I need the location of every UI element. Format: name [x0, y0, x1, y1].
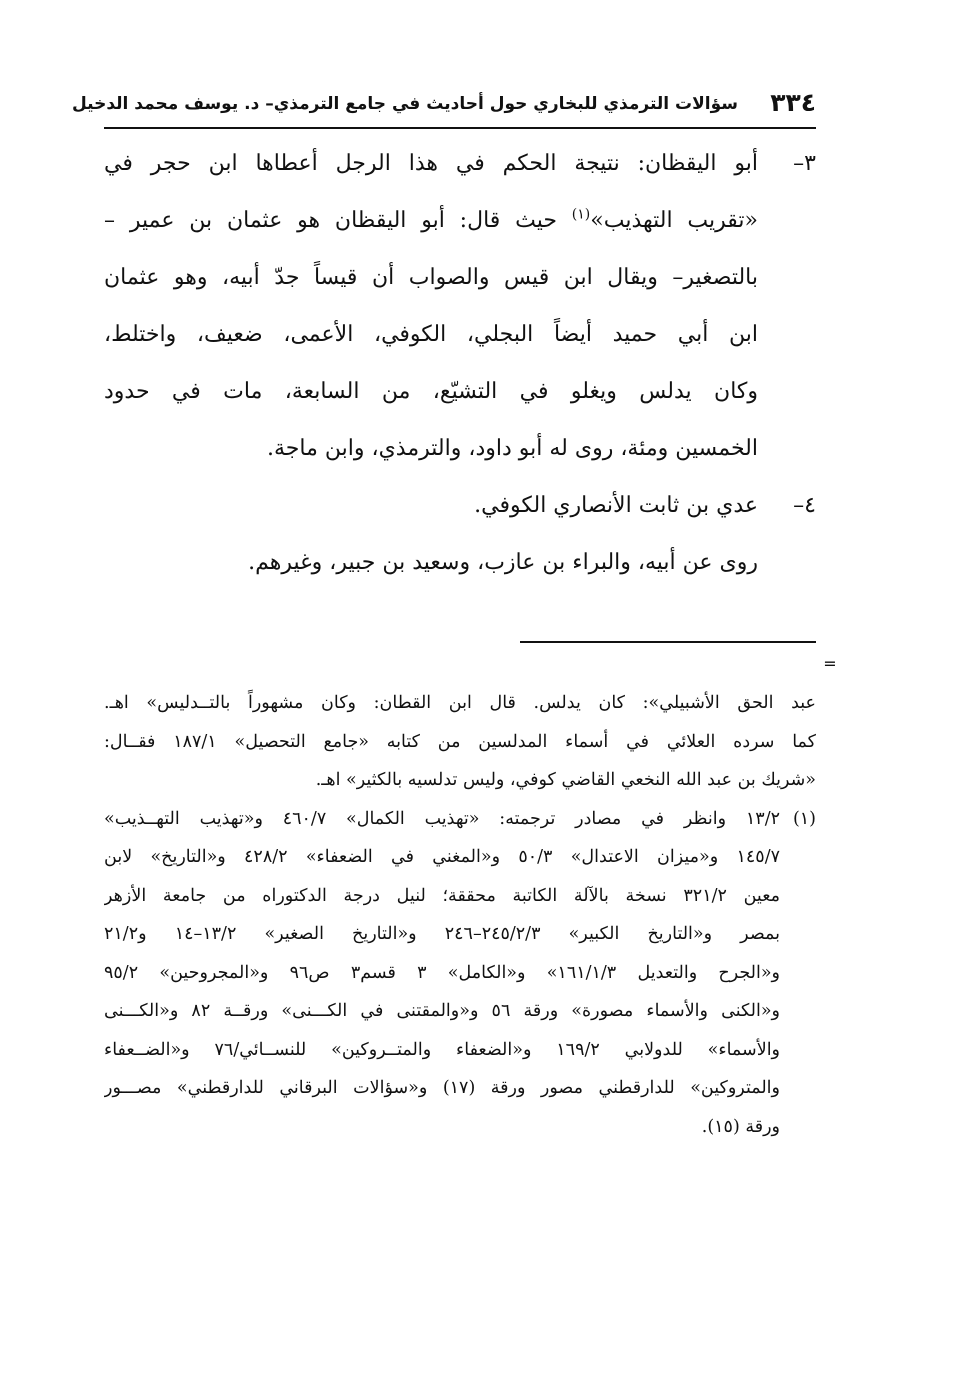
footnote-1-line: و«الجرح والتعديل ١٦١/١/٣» و«الكامل» ٣ قسم٣ ص٩٦ و«المجروحين» ٩٥/٢ — [104, 962, 780, 983]
item-3-text: حيث قال: أبو اليقظان هو عثمان بن عمير – — [104, 208, 557, 233]
item-3-line-6 — [104, 420, 816, 477]
footnote-1-line: والأسماء» للدولابي ١٦٩/٢ و«الضعفاء والمتــروكين» للنســائي/٧٦ و«الضــعفاء — [104, 1039, 781, 1060]
item-4-heading — [104, 477, 816, 534]
footnote-1-line — [104, 800, 816, 839]
item-3-text: ابن أبي حميد أيضاً البجلي، الكوفي، الأعمى، ضعيف، واختلط، — [104, 322, 758, 347]
footnote-continuation-mark: = — [823, 654, 837, 673]
footnote-1-line: و«الكنى والأسماء مصورة» ورقة ٥٦ و«والمقتنى في الكـــنى» ورقــة ٨٢ و«الكـــنى — [104, 1001, 781, 1021]
item-4-title: عدي بن ثابت الأنصاري الكوفي. — [474, 493, 758, 518]
item-3-line-4 — [104, 306, 816, 363]
footnote-1-line: ورقة (١٥). — [701, 1116, 780, 1137]
item-3-line-3 — [104, 249, 816, 306]
footnote-reference-1[interactable]: (١) — [571, 206, 591, 223]
footnote-1-number: (١) — [792, 808, 816, 829]
item-4-text: روى عن أبيه، والبراء بن عازب، وسعيد بن جبير، وغيرهم. — [248, 550, 758, 575]
item-3-text: أبو اليقظان: نتيجة الحكم في هذا الرجل أعطاها ابن حجر في — [104, 151, 758, 176]
item-3-text: الخمسين ومئة، روى له أبو داود، والترمذي، وابن ماجة. — [267, 436, 758, 461]
book-title-citation: «تقريب التهذيب» — [590, 208, 758, 233]
page-number: ٣٣٤ — [770, 88, 816, 117]
item-3-number: ٣– — [793, 151, 816, 176]
footnote-continuation-line: «شريك بن عبد الله النخعي القاضي كوفي، وليس تدلسيه بالكثير» اهـ. — [315, 770, 816, 790]
footnote-1-line: معين ٣٢١/٢ نسخة بالآلة الكاتبة محققة؛ لنيل درجة الدكتوراه من جامعة الأزهر — [104, 885, 781, 906]
footnote-continuation-line: كما سرده العلائي في أسماء المدلسين من كتابه «جامع التحصيل» ١٨٧/١ فقــال: — [104, 731, 816, 752]
item-4-number: ٤– — [793, 493, 816, 518]
footnote-1-line: بمصر و«التاريخ الكبير» ٢٤٥/٢/٣–٢٤٦ و«التاريخ الصغير» ١٣/٢–١٤ و٢١/٢ — [104, 924, 781, 944]
item-3-line-2 — [104, 192, 816, 249]
footnote-continuation-line: عبد الحق الأشبيلي»: كان يدلس. قال ابن القطان: وكان مشهوراً بالتــدليس» اهـ. — [104, 693, 816, 713]
item-3-line-5 — [104, 363, 816, 420]
footnote-1-line: ١٤٥/٧ و«ميزان الاعتدال» ٥٠/٣ و«المغني في الضعفاء» ٤٢٨/٢ و«التاريخ» لابن — [104, 847, 780, 867]
item-3-line-1 — [104, 135, 816, 192]
item-3-text: وكان يدلس ويغلو في التشيّع، من السابعة، مات في حدود — [104, 379, 758, 404]
footnotes — [104, 684, 816, 1146]
main-text — [104, 135, 816, 591]
page-header — [71, 86, 816, 126]
footnote-separator-rule — [520, 641, 816, 643]
footnote-1-text: ١٣/٢ وانظر في مصادر ترجمته: «تهذيب الكمال» ٤٦٠/٧ و«تهذيب التهــذيب» — [104, 808, 780, 829]
running-title: سؤالات الترمذي للبخاري حول أحاديث في جامع الترمذي– د. يوسف محمد الدخيل — [71, 94, 738, 114]
footnote-1-line: والمتروكين» للدارقطني مصور ورقة (١٧) و«سؤالات البرقاني للدارقطني» مصـــور — [104, 1078, 780, 1098]
item-3-text: بالتصغير– ويقال ابن قيس والصواب أن قيساً جدّ أبيه، وهو عثمان — [104, 265, 758, 290]
header-rule — [104, 127, 816, 129]
